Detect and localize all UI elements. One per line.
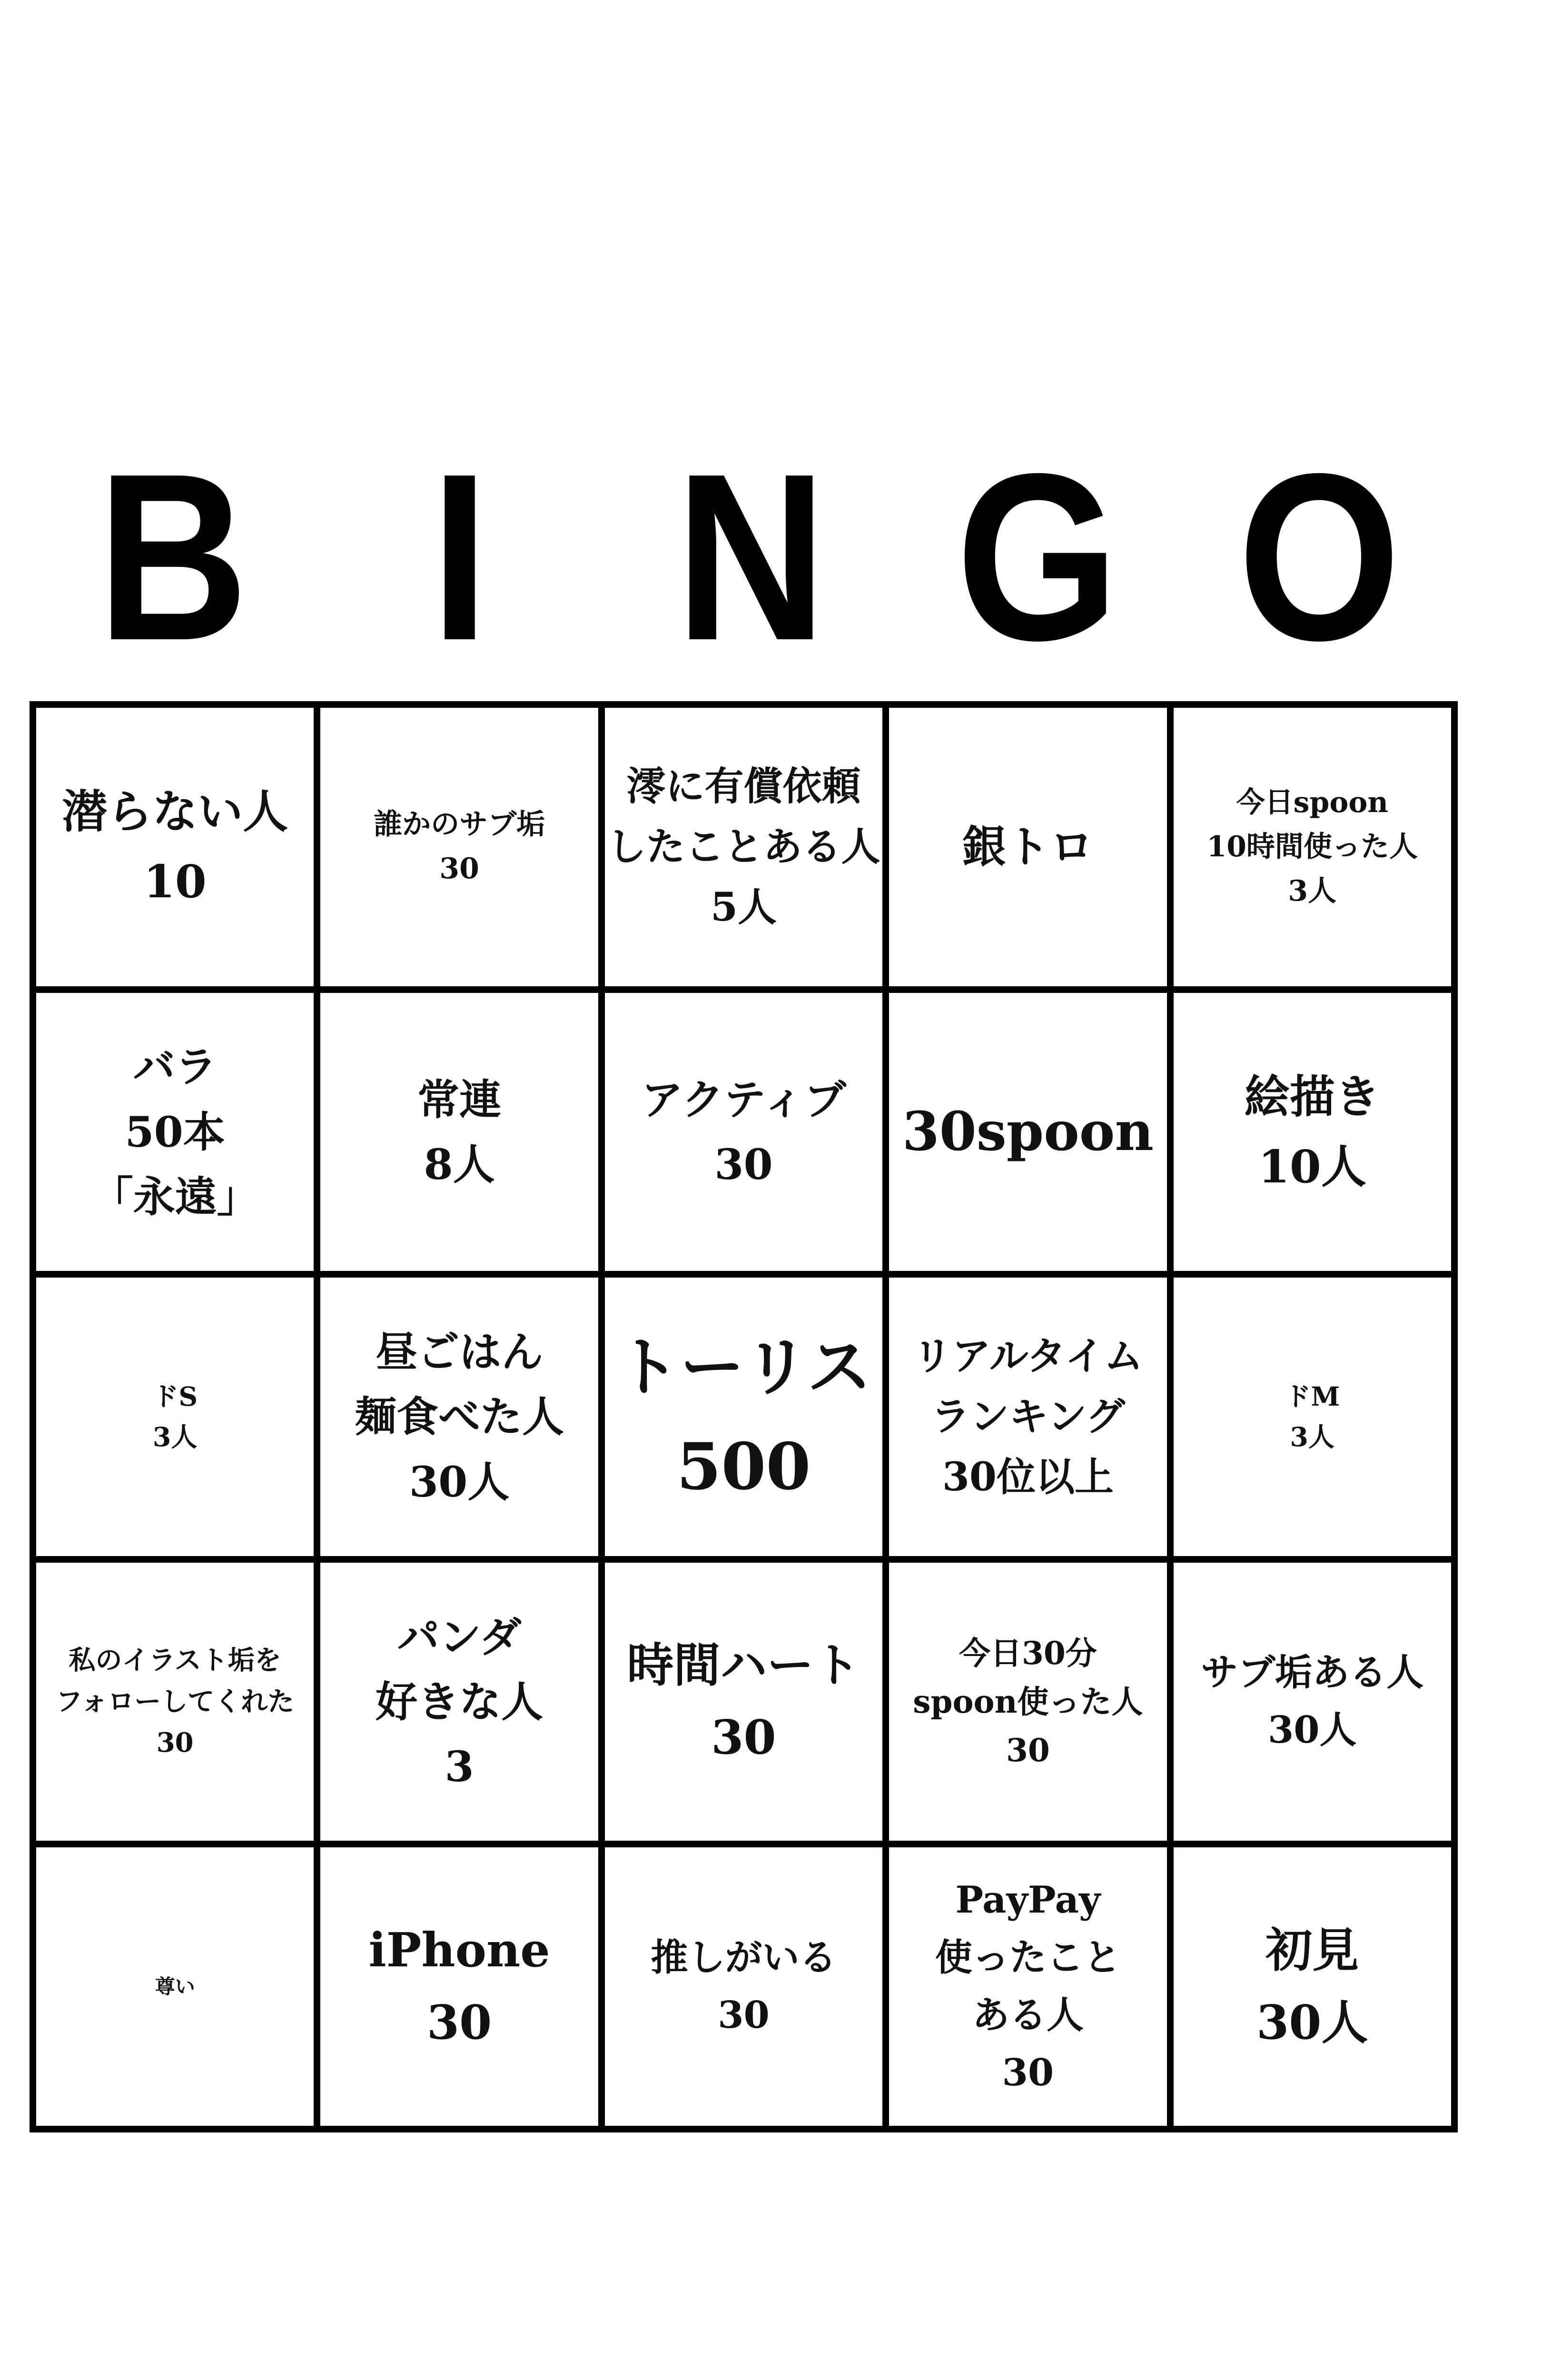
bingo-cell-r4c2[interactable] xyxy=(602,1844,886,2129)
bingo-cell-r1c1[interactable] xyxy=(317,990,601,1275)
bingo-cell-r4c0[interactable] xyxy=(33,1844,317,2129)
title-letter-i: I xyxy=(430,424,489,690)
cell-text-line: 30 xyxy=(1006,1732,1050,1769)
bingo-cell-r0c0[interactable] xyxy=(33,704,317,990)
cell-text-line: トーリス xyxy=(615,1329,872,1405)
title-letter-n: N xyxy=(675,424,827,690)
cell-text-line: 昼ごはん xyxy=(376,1327,544,1377)
cell-text-line: ある人 xyxy=(972,1993,1084,2037)
cell-text-line: アクティブ xyxy=(641,1074,846,1124)
cell-text-line: パンダ xyxy=(397,1612,522,1662)
cell-text-line: 30 xyxy=(714,1139,773,1189)
bingo-cell-r3c0[interactable] xyxy=(33,1559,317,1844)
cell-text-line: 絵描き xyxy=(1244,1070,1380,1123)
cell-text-line: 10 xyxy=(143,855,207,909)
cell-text-line: 10人 xyxy=(1258,1140,1366,1193)
cell-text-line: 30spoon xyxy=(902,1101,1154,1163)
cell-text-line: ドS xyxy=(152,1381,198,1412)
cell-text-line: 初見 xyxy=(1265,1923,1359,1978)
cell-text-line: 30人 xyxy=(1256,1995,1368,2050)
cell-text-line: 30位以上 xyxy=(942,1454,1114,1500)
bingo-cell-r2c2[interactable] xyxy=(602,1274,886,1559)
bingo-cell-r4c4[interactable] xyxy=(1170,1844,1454,2129)
bingo-cell-r2c4[interactable] xyxy=(1170,1274,1454,1559)
cell-text-line: 30 xyxy=(1002,2051,1054,2094)
cell-text-line: 30人 xyxy=(409,1457,510,1507)
cell-text-line: 今日30分 xyxy=(959,1634,1097,1672)
cell-text-line: 30 xyxy=(439,852,479,886)
bingo-cell-r0c3[interactable] xyxy=(886,704,1170,990)
cell-text-line: 3人 xyxy=(1288,874,1337,908)
cell-text-line: 麺食べた人 xyxy=(355,1392,564,1442)
cell-text-line: 30 xyxy=(711,1710,776,1765)
cell-text-line: 好きな人 xyxy=(376,1676,544,1726)
cell-text-line: 500 xyxy=(676,1428,811,1505)
bingo-cell-r1c2[interactable] xyxy=(602,990,886,1275)
cell-text-line: サブ垢ある人 xyxy=(1201,1651,1424,1695)
cell-text-line: バラ xyxy=(133,1042,217,1092)
cell-text-line: 「永遠」 xyxy=(91,1172,259,1222)
cell-text-line: 誰かのサブ垢 xyxy=(374,808,545,842)
cell-text-line: 10時間使った人 xyxy=(1206,830,1418,863)
cell-text-line: 常連 xyxy=(417,1074,502,1124)
cell-text-line: 私のイラスト垢を xyxy=(69,1644,281,1676)
bingo-cell-r3c4[interactable] xyxy=(1170,1559,1454,1844)
cell-text-line: 尊い xyxy=(155,1975,195,1999)
bingo-cell-r3c2[interactable] xyxy=(602,1559,886,1844)
cell-text-line: したことある人 xyxy=(607,823,880,870)
title-letter-b: B xyxy=(97,424,248,690)
bingo-cell-r0c2[interactable] xyxy=(602,704,886,990)
cell-text-line: 今日spoon xyxy=(1236,785,1388,819)
cell-text-line: 8人 xyxy=(424,1139,495,1189)
bingo-cell-r0c1[interactable] xyxy=(317,704,601,990)
cell-text-line: リアルタイム xyxy=(912,1333,1143,1379)
bingo-cell-r1c0[interactable] xyxy=(33,990,317,1275)
bingo-cell-r0c4[interactable] xyxy=(1170,704,1454,990)
bingo-cell-r4c1[interactable] xyxy=(317,1844,601,2129)
cell-text-line: 5人 xyxy=(710,884,777,930)
bingo-cell-r3c3[interactable] xyxy=(886,1559,1170,1844)
cell-text-line: ランキング xyxy=(931,1393,1125,1439)
cell-text-line: 時間ハート xyxy=(627,1638,860,1693)
bingo-cell-r1c3[interactable] xyxy=(886,990,1170,1275)
cell-text-line: 50本 xyxy=(125,1107,225,1157)
bingo-cell-r4c3[interactable] xyxy=(886,1844,1170,2129)
bingo-cell-r3c1[interactable] xyxy=(317,1559,601,1844)
bingo-title xyxy=(0,424,1542,690)
cell-text-line: 30人 xyxy=(1268,1708,1357,1752)
cell-text-line: ドM xyxy=(1285,1381,1340,1412)
cell-text-line: 潜らない人 xyxy=(62,785,288,839)
cell-text-line: spoon使った人 xyxy=(913,1683,1143,1720)
cell-text-line: 30 xyxy=(718,1993,770,2037)
bingo-cell-r2c0[interactable] xyxy=(33,1274,317,1559)
title-letter-g: G xyxy=(956,424,1119,690)
cell-text-line: iPhone xyxy=(368,1923,550,1978)
cell-text-line: 使ったこと xyxy=(935,1935,1121,1979)
cell-text-line: 3 xyxy=(445,1742,474,1792)
cell-text-line: フォローしてくれた xyxy=(56,1686,295,1717)
bingo-grid xyxy=(30,701,1458,2132)
cell-text-line: 3人 xyxy=(153,1421,198,1453)
cell-text-line: 3人 xyxy=(1290,1421,1334,1453)
bingo-cell-r1c4[interactable] xyxy=(1170,990,1454,1275)
cell-text-line: PayPay xyxy=(955,1878,1101,1922)
bingo-cell-r2c1[interactable] xyxy=(317,1274,601,1559)
bingo-cell-r2c3[interactable] xyxy=(886,1274,1170,1559)
cell-text-line: 30 xyxy=(156,1727,194,1759)
cell-text-line: 推しがいる xyxy=(651,1935,837,1979)
cell-text-line: 銀トロ xyxy=(962,821,1094,873)
title-letter-o: O xyxy=(1237,424,1401,690)
cell-text-line: 30 xyxy=(426,1995,492,2050)
cell-text-line: 澪に有償依頼 xyxy=(626,763,861,809)
